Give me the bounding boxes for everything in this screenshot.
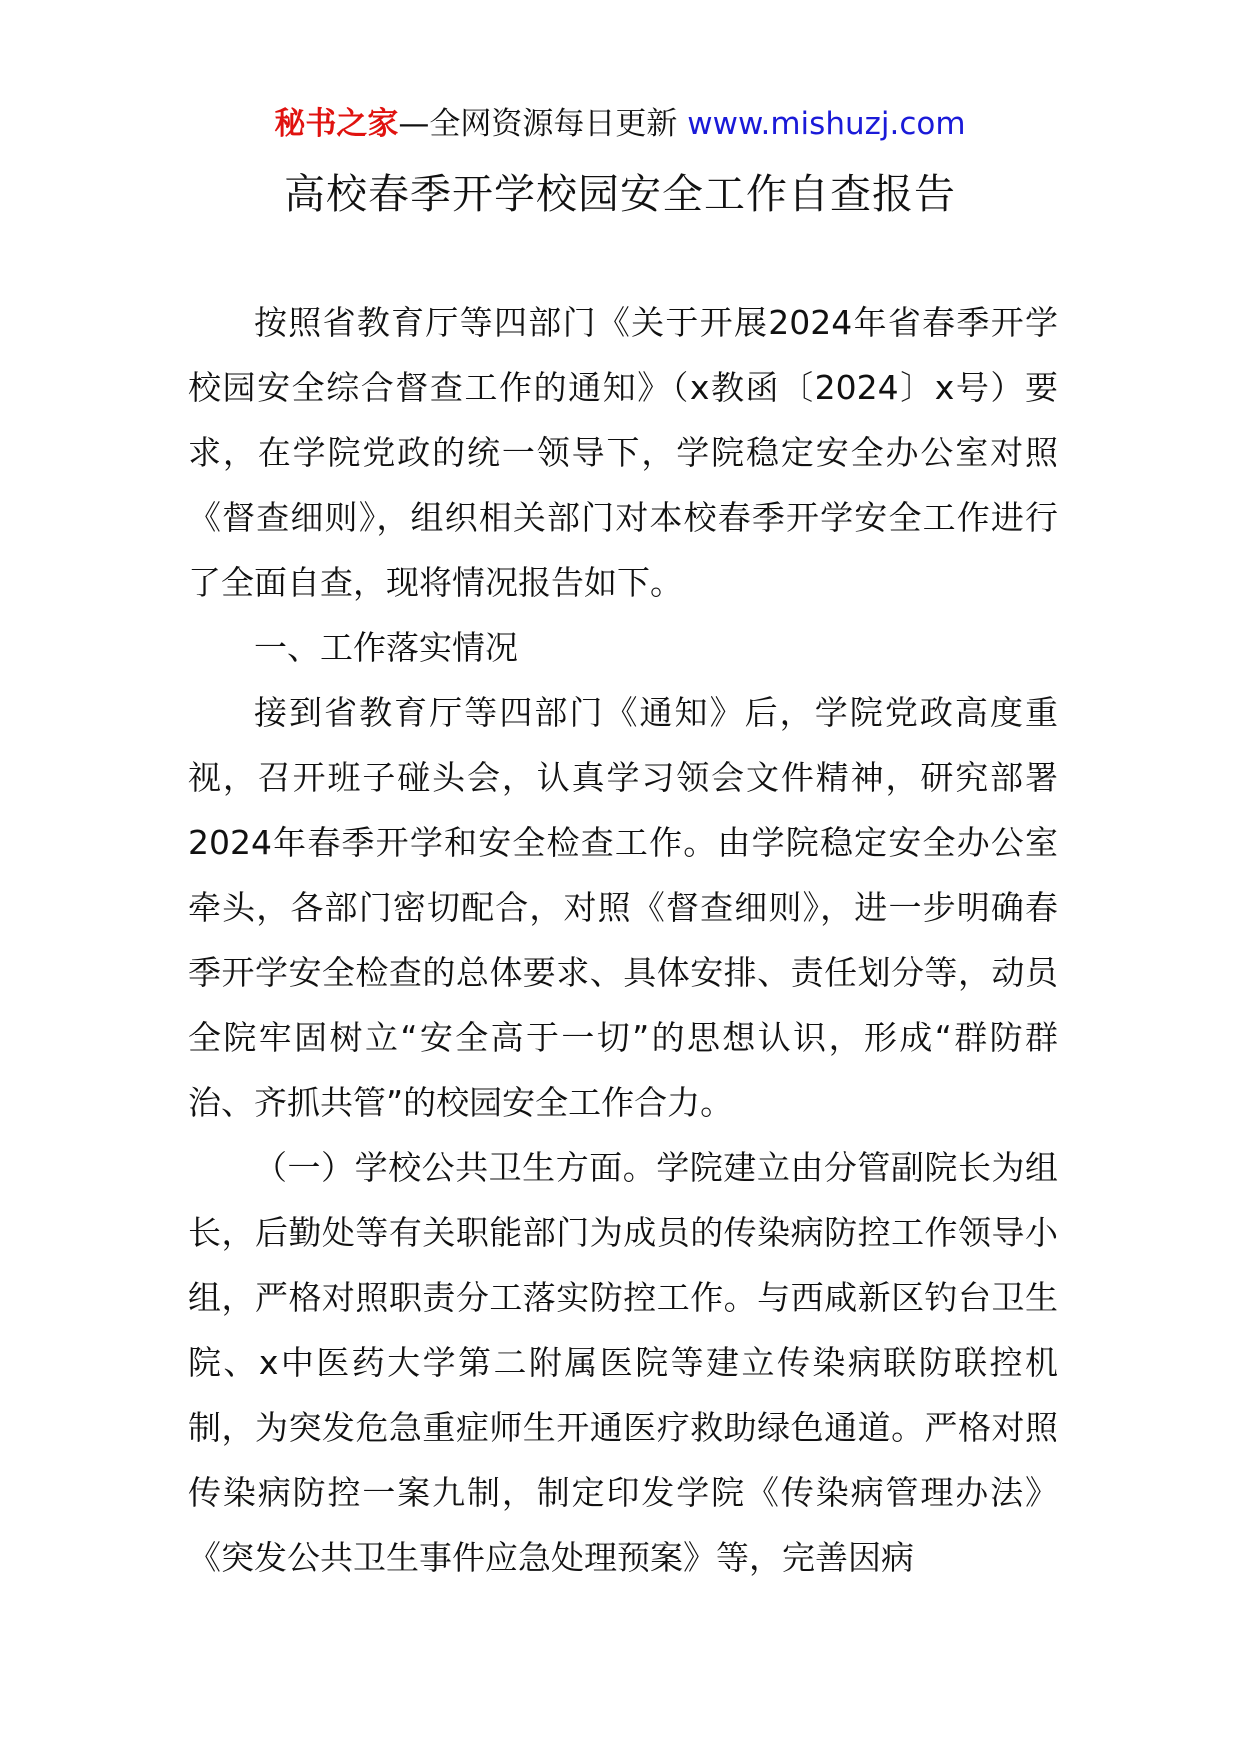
body-paragraph: 接到省教育厅等四部门《通知》后，学院党政高度重视，召开班子碰头会，认真学习领会文件精神，研究部署2024年春季开学和安全检查工作。由学院稳定安全办公室牵头，各部门密切配合，对照《督查细则》，进一步明确春季开学安全检查的总体要求、具体安排、责任划分等，动员全院牢固树立“安全高于一切”的思想认识，形成“群防群治、齐抓共管”的校园安全工作合力。 bbox=[188, 693, 1058, 1122]
site-url-link[interactable]: www.mishuzj.com bbox=[687, 106, 966, 142]
document-title: 高校春季开学校园安全工作自查报告 bbox=[284, 170, 956, 218]
header-tagline: —全网资源每日更新 bbox=[398, 106, 678, 142]
intro-paragraph: 按照省教育厅等四部门《关于开展2024年省春季开学校园安全综合督查工作的通知》（x教函〔2024〕x号）要求，在学院党政的统一领导下，学院稳定安全办公室对照《督查细则》，组织相关部门对本校春季开学安全工作进行了全面自查，现将情况报告如下。 bbox=[188, 303, 1058, 602]
section-heading: 一、工作落实情况 bbox=[254, 628, 518, 667]
brand-name: 秘书之家 bbox=[274, 106, 399, 142]
site-header bbox=[0, 102, 1240, 146]
document-body bbox=[188, 290, 1058, 1590]
body-paragraph: （一）学校公共卫生方面。学院建立由分管副院长为组长，后勤处等有关职能部门为成员的传染病防控工作领导小组，严格对照职责分工落实防控工作。与西咸新区钓台卫生院、x中医药大学第二附属医院等建立传染病联防联控机制，为突发危急重症师生开通医疗救助绿色通道。严格对照传染病防控一案九制，制定印发学院《传染病管理办法》《突发公共卫生事件应急处理预案》等，完善因病 bbox=[188, 1148, 1058, 1577]
